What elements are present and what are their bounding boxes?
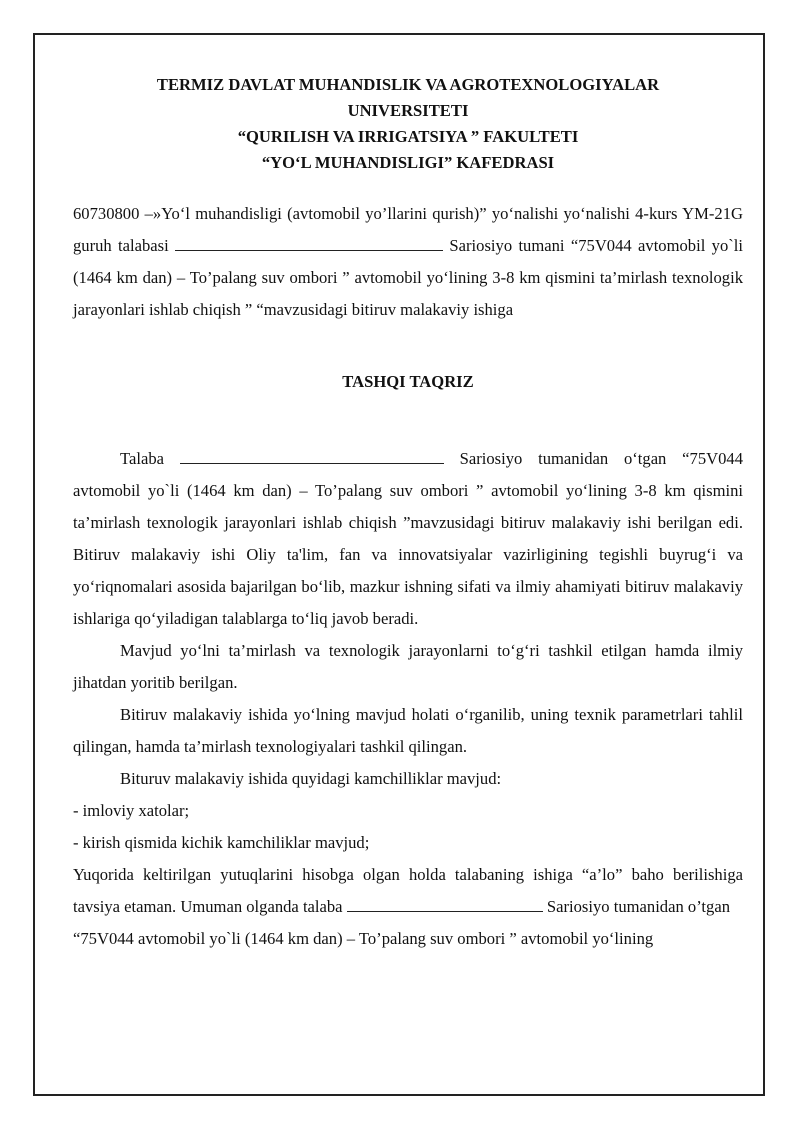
university-name-line2: UNIVERSITETI: [347, 101, 469, 120]
intro-paragraph: [73, 198, 743, 326]
paragraph-1: [73, 443, 743, 635]
intro-text-end: Sariosiyo tumani “75V044 avtomobil yo`li (1464 km dan) – To’palang suv ombori ” avtomobil yo‘lining 3-8 km qismini ta’mirlash texnologik jarayonlari ishlab chiqish ” “mavzusidagi bitiruv malakaviy ishiga: [73, 236, 743, 319]
paragraph-4: Bituruv malakaviy ishida quyidagi kamchilliklar mavjud:: [120, 769, 502, 788]
intro-text-start: 60730800 –»Yo‘l muhandisligi (avtomobil yo’llarini qurish)” yo‘nalishi yo‘nalishi 4-kurs YM-21G guruh talabasi: [73, 204, 743, 255]
review-body: [73, 443, 743, 955]
student-name-blank-3: [347, 897, 543, 912]
shortcoming-item-1: - imloviy xatolar;: [73, 801, 190, 820]
faculty-name: “QURILISH VA IRRIGATSIYA ” FAKULTETI: [237, 127, 579, 146]
review-title: TASHQI TAQRIZ: [342, 372, 474, 391]
paragraph-1-start: Talaba: [120, 449, 164, 468]
paragraph-2: Mavjud yo‘lni ta’mirlash va texnologik jarayonlarni to‘g‘ri tashkil etilgan hamda ilmiy jihatdan yoritib berilgan.: [73, 641, 743, 692]
document-header: [73, 72, 743, 176]
department-name: “YO‘L MUHANDISLIGI” KAFEDRASI: [261, 153, 555, 172]
paragraph-3: Bitiruv malakaviy ishida yo‘lning mavjud holati o‘rganilib, uning texnik parametrlari tahlil qilingan, hamda ta’mirlash texnologiyalari tashkil qilingan.: [73, 705, 743, 756]
document-body: [73, 72, 743, 955]
paragraph-5-end: Sariosiyo tumanidan o’tgan: [546, 897, 730, 916]
university-name-line1: TERMIZ DAVLAT MUHANDISLIK VA AGROTEXNOLOGIYALAR: [156, 75, 660, 94]
student-name-blank-2: [180, 449, 444, 464]
student-name-blank: [175, 236, 443, 251]
last-line: “75V044 avtomobil yo`li (1464 km dan) – To’palang suv ombori ” avtomobil yo‘lining: [73, 929, 654, 948]
shortcoming-item-2: - kirish qismida kichik kamchiliklar mavjud;: [73, 833, 370, 852]
paragraph-5: [73, 859, 743, 923]
paragraph-5-start: Yuqorida keltirilgan yutuqlarini hisobga olgan holda talabaning ishiga “a’lo” baho berilishiga tavsiya etaman. Umuman olganda talaba: [73, 865, 743, 916]
paragraph-1-end: Sariosiyo tumanidan o‘tgan “75V044 avtomobil yo`li (1464 km dan) – To’palang suv ombori ” avtomobil yo‘lining 3-8 km qismini ta’mirlash texnologik jarayonlari ishlab chiqish ”mavzusidagi bitiruv malakaviy ishi berilgan edi. Bitiruv malakaviy ishi Oliy ta'lim, fan va innovatsiyalar vazirligining tegishli buyrug‘i va yo‘riqnomalari asosida bajarilgan bo‘lib, mazkur ishning sifati va ilmiy ahamiyati bitiruv malakaviy ishlariga qo‘yiladigan talablarga to‘liq javob beradi.: [73, 449, 743, 628]
